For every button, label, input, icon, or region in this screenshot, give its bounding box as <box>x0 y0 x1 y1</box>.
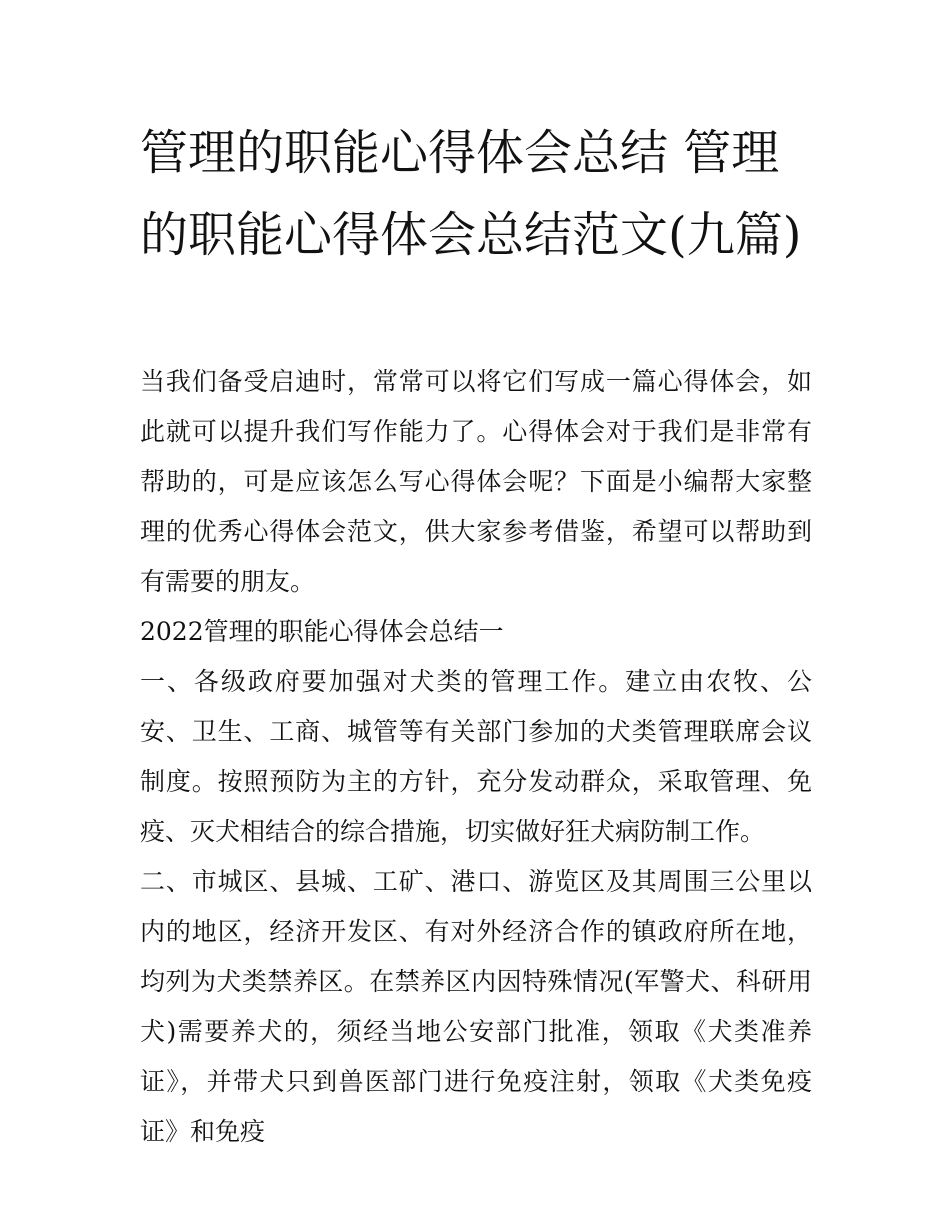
body-paragraph-1: 一、各级政府要加强对犬类的管理工作。建立由农牧、公安、卫生、工商、城管等有关部门参加的犬类管理联席会议制度。按照预防为主的方针，充分发动群众，采取管理、免疫、灭犬相结合的综合措施，切实做好狂犬病防制工作。 <box>140 667 812 846</box>
document-title: 管理的职能心得体会总结 管理的职能心得体会总结范文(九篇) <box>140 125 802 263</box>
body-paragraph-2: 二、市城区、县城、工矿、港口、游览区及其周围三公里以内的地区，经济开发区、有对外经济合作的镇政府所在地，均列为犬类禁养区。在禁养区内因特殊情况(军警犬、科研用犬)需要养犬的，须经当地公安部门批准，领取《犬类准养证》，并带犬只到兽医部门进行免疫注射，领取《犬类免疫证》和免疫 <box>140 867 812 1146</box>
intro-paragraph: 当我们备受启迪时，常常可以将它们写成一篇心得体会，如此就可以提升我们写作能力了。心得体会对于我们是非常有帮助的，可是应该怎么写心得体会呢？下面是小编帮大家整理的优秀心得体会范文，供大家参考借鉴，希望可以帮助到有需要的朋友。 <box>140 367 812 596</box>
document-body <box>140 357 812 1157</box>
section-heading: 2022管理的职能心得体会总结一 <box>140 617 504 646</box>
